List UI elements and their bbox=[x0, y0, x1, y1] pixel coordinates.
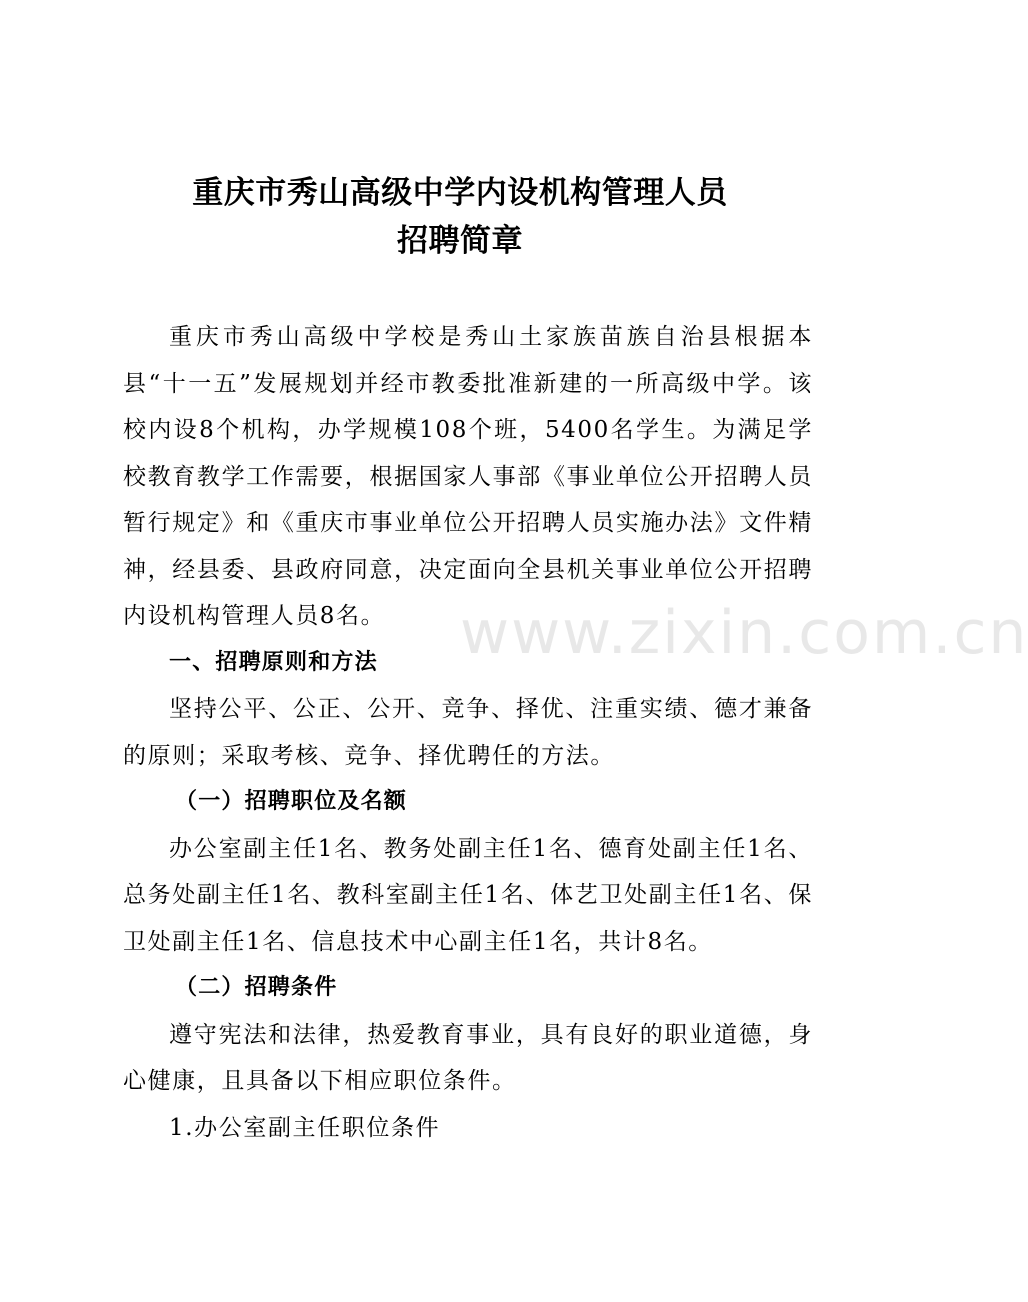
document-title-line1: 重庆市秀山高级中学内设机构管理人员 bbox=[192, 175, 728, 211]
watermark: www.zixin.com.cn bbox=[460, 598, 1028, 668]
subsection-heading-conditions: （二）招聘条件 bbox=[175, 975, 338, 1000]
document-title-line2: 招聘简章 bbox=[397, 223, 523, 259]
subsection-heading-positions: （一）招聘职位及名额 bbox=[175, 789, 408, 814]
intro-paragraph: 重庆市秀山高级中学校是秀山土家族苗族自治县根据本县“十一五”发展规划并经市教委批准新建的一所高级中学。该校内设8个机构，办学规模108个班，5400名学生。为满足学校教育教学工作需要，根据国家人事部《事业单位公开招聘人员暂行规定》和《重庆市事业单位公开招聘人员实施办法》文件精神，经县委、县政府同意，决定面向全县机关事业单位公开招聘内设机构管理人员8名。 bbox=[123, 324, 813, 629]
principles-paragraph: 坚持公平、公正、公开、竞争、择优、注重实绩、德才兼备的原则；采取考核、竞争、择优聘任的方法。 bbox=[123, 696, 813, 769]
conditions-paragraph: 遵守宪法和法律，热爱教育事业，具有良好的职业道德，身心健康，且具备以下相应职位条件。 bbox=[123, 1021, 813, 1094]
item-office-deputy-conditions: 1.办公室副主任职位条件 bbox=[169, 1114, 441, 1141]
positions-paragraph: 办公室副主任1名、教务处副主任1名、德育处副主任1名、总务处副主任1名、教科室副主任1名、体艺卫处副主任1名、保卫处副主任1名、信息技术中心副主任1名，共计8名。 bbox=[123, 835, 813, 955]
document-body bbox=[123, 314, 813, 1151]
section-heading-principles: 一、招聘原则和方法 bbox=[169, 649, 378, 675]
